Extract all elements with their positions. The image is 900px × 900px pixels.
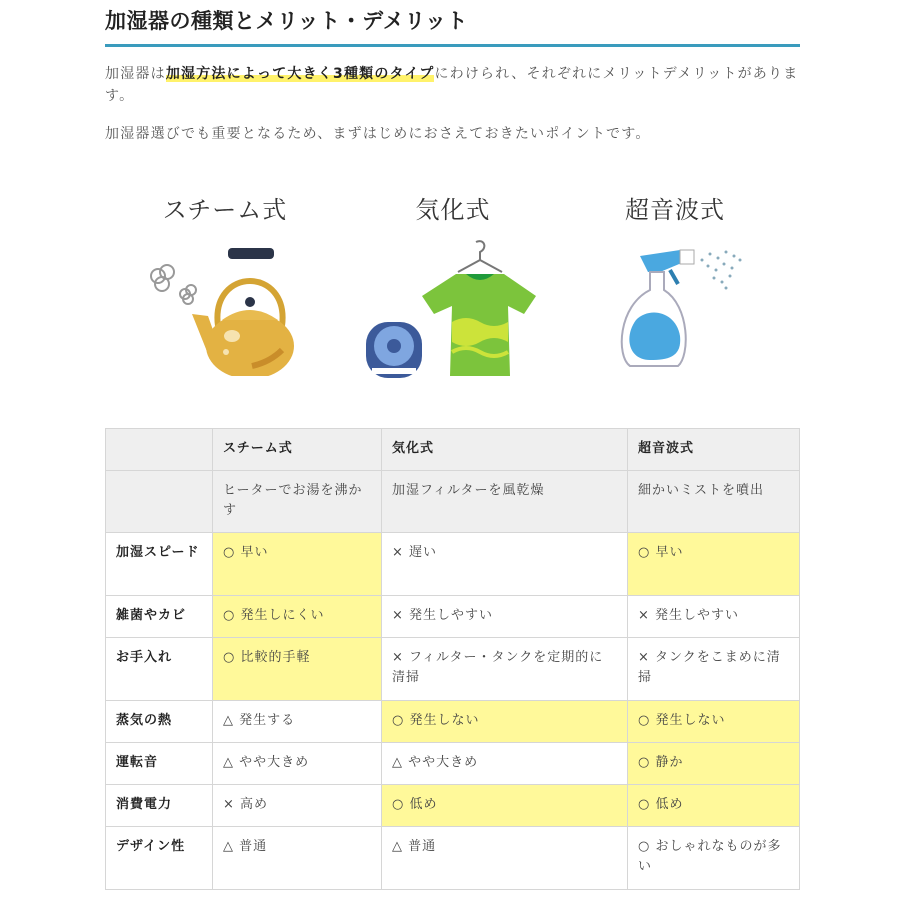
type-steam xyxy=(125,190,325,376)
table-row xyxy=(106,638,800,701)
row-label: デザイン性 xyxy=(106,827,213,890)
spray-bottle-icon xyxy=(600,236,750,376)
table-cell: ○ 早い xyxy=(213,533,382,596)
table-row xyxy=(106,827,800,890)
header-cell-steam: スチーム式 xyxy=(213,429,382,471)
row-label: お手入れ xyxy=(106,638,213,701)
row-label: 運転音 xyxy=(106,743,213,785)
table-cell: × 発生しやすい xyxy=(628,596,800,638)
table-cell: △ 普通 xyxy=(382,827,628,890)
table-cell: ○ 発生しない xyxy=(628,701,800,743)
table-row xyxy=(106,701,800,743)
description-cell: 加湿フィルターを風乾燥 xyxy=(382,471,628,533)
table-cell: ○ 発生しない xyxy=(382,701,628,743)
fan-and-shirt-icon xyxy=(358,236,548,386)
table-cell: ○ 低め xyxy=(382,785,628,827)
table-cell: ○ 比較的手軽 xyxy=(213,638,382,701)
table-description-row xyxy=(106,471,800,533)
kettle-icon xyxy=(140,236,310,376)
description-cell: ヒーターでお湯を沸かす xyxy=(213,471,382,533)
description-cell: 細かいミストを噴出 xyxy=(628,471,800,533)
intro-paragraph-1 xyxy=(105,63,800,107)
header-cell-ultrasonic: 超音波式 xyxy=(628,429,800,471)
table-cell: ○ 早い xyxy=(628,533,800,596)
table-cell: ○ 静か xyxy=(628,743,800,785)
table-cell: × フィルター・タンクを定期的に清掃 xyxy=(382,638,628,701)
table-cell: × 遅い xyxy=(382,533,628,596)
table-cell: △ やや大きめ xyxy=(382,743,628,785)
type-label: 超音波式 xyxy=(625,196,725,224)
row-label: 雑菌やカビ xyxy=(106,596,213,638)
comparison-table xyxy=(105,428,800,890)
table-cell: △ 普通 xyxy=(213,827,382,890)
table-cell: ○ おしゃれなものが多い xyxy=(628,827,800,890)
page-title: 加湿器の種類とメリット・デメリット xyxy=(105,9,468,33)
table-cell: × 発生しやすい xyxy=(382,596,628,638)
type-label: スチーム式 xyxy=(162,196,288,224)
humidifier-types-illustration xyxy=(105,190,800,400)
table-row xyxy=(106,596,800,638)
intro-text: にわけられ、それぞれにメリットデメリットがあります。 xyxy=(105,66,799,104)
header-cell-evaporative: 気化式 xyxy=(382,429,628,471)
intro-text: 加湿器は xyxy=(105,66,166,82)
table-cell: × タンクをこまめに清掃 xyxy=(628,638,800,701)
table-cell: △ 発生する xyxy=(213,701,382,743)
type-evaporative xyxy=(353,190,553,386)
highlighted-text: 加湿方法によって大きく3種類のタイプ xyxy=(165,66,435,82)
row-label: 加湿スピード xyxy=(106,533,213,596)
table-cell: ○ 発生しにくい xyxy=(213,596,382,638)
table-cell: × 高め xyxy=(213,785,382,827)
type-label: 気化式 xyxy=(415,196,491,224)
table-row xyxy=(106,785,800,827)
title-underline xyxy=(105,44,800,47)
table-header-row xyxy=(106,429,800,471)
intro-paragraph-2: 加湿器選びでも重要となるため、まずはじめにおさえておきたいポイントです。 xyxy=(105,126,651,142)
description-cell xyxy=(106,471,213,533)
header-cell-empty xyxy=(106,429,213,471)
row-label: 消費電力 xyxy=(106,785,213,827)
table-cell: △ やや大きめ xyxy=(213,743,382,785)
row-label: 蒸気の熱 xyxy=(106,701,213,743)
type-ultrasonic xyxy=(575,190,775,376)
table-row xyxy=(106,743,800,785)
table-cell: ○ 低め xyxy=(628,785,800,827)
table-row xyxy=(106,533,800,596)
